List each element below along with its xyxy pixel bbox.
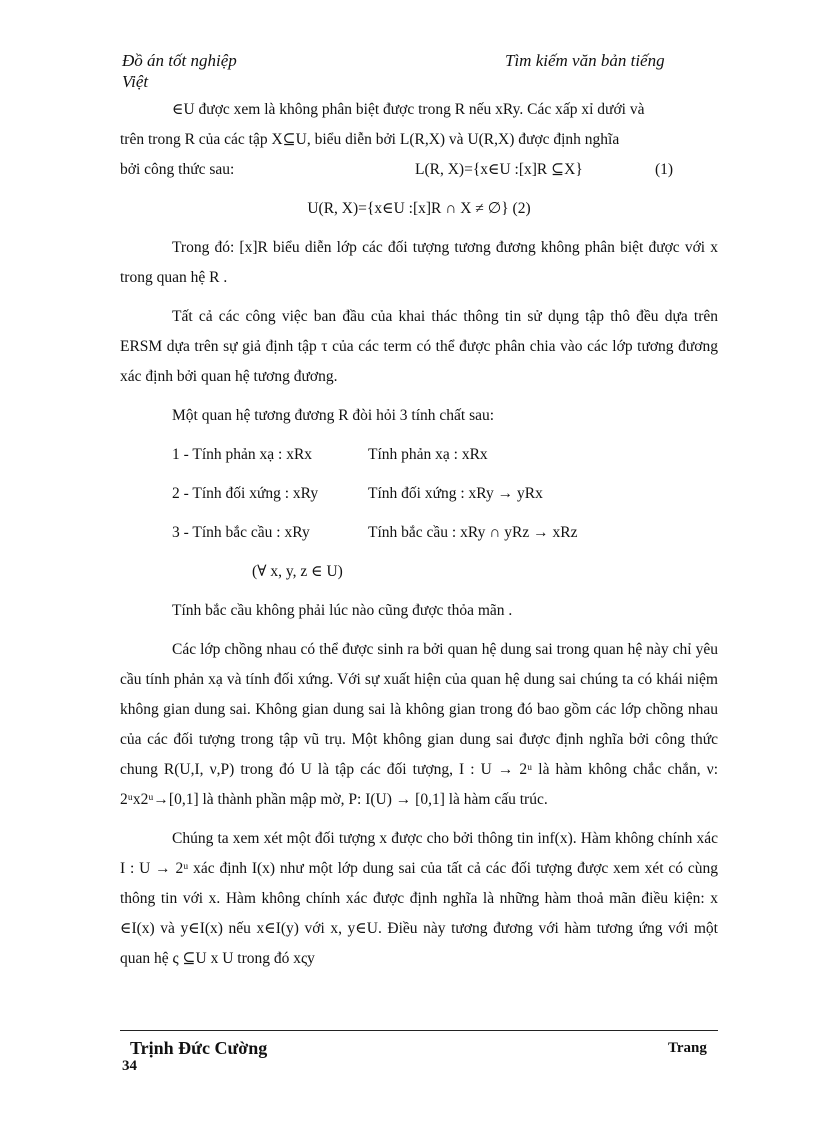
footer-divider [120, 1030, 718, 1031]
paragraph-5: Tính bắc cầu không phải lúc nào cũng được thỏa mãn . [172, 602, 513, 619]
header-right: Tìm kiếm văn bản tiếng [505, 51, 665, 70]
forall-condition: (∀ x, y, z ∈ U) [252, 563, 343, 580]
property-3-right: Tính bắc cầu : xRy ∩ yRz → xRz [368, 524, 578, 541]
formula-1: L(R, X)={x∈U :[x]R ⊆X} [415, 161, 583, 178]
property-2-left: 2 - Tính đối xứng : xRy [172, 485, 319, 502]
paragraph-1-line-2: trên trong R của các tập X⊆U, biểu diễn bởi L(R,X) và U(R,X) được định nghĩa [120, 131, 620, 148]
paragraph-1-line-1: ∈U được xem là không phân biệt được trong R nếu xRy. Các xấp xỉ dưới và [172, 101, 645, 118]
property-1-left: 1 - Tính phản xạ : xRx [172, 446, 313, 463]
paragraph-1-lead: bởi công thức sau: [120, 161, 235, 178]
footer-page-number: 34 [122, 1058, 137, 1074]
property-row-3 [120, 518, 718, 548]
header-left-line2: Việt [122, 72, 149, 91]
paragraph-6: Các lớp chồng nhau có thể được sinh ra bởi quan hệ dung sai trong quan hệ này chỉ yêu cầu tính phản xạ và tính đối xứng. Với sự xuất hiện của quan hệ dung sai chúng ta có khái niệm không gian dung sai. Không gian dung sai là không gian trong đó bao gồm các lớp chồng nhau của các đối tượng trong tập vũ trụ. Một không gian dung sai được định nghĩa bởi công thức chung R(U,I, ν,P) trong đó U là tập các đối tượng, I : U → 2ᵘ là hàm không chắc chắn, ν: 2ᵘx2ᵘ→[0,1] là thành phần mập mờ, P: I(U) → [0,1] là hàm cấu trúc. [120, 641, 718, 808]
property-1-right: Tính phản xạ : xRx [368, 446, 488, 463]
paragraph-4: Một quan hệ tương đương R đòi hỏi 3 tính chất sau: [172, 407, 495, 424]
paragraph-7: Chúng ta xem xét một đối tượng x được cho bởi thông tin inf(x). Hàm không chính xác I : U → 2ᵘ xác định I(x) như một lớp dung sai của tất cả các đối tượng được xem xét có cùng thông tin với x. Hàm không chính xác được định nghĩa là những hàm thoả mãn điều kiện: x ∈I(x) và y∈I(x) nếu x∈I(y) với x, y∈U. Điều này tương đương với hàm tương ứng với một quan hệ ς ⊆U x U trong đó xςy [120, 830, 718, 967]
property-3-left: 3 - Tính bắc cầu : xRy [172, 524, 310, 541]
formula-2: U(R, X)={x∈U :[x]R ∩ X ≠ ∅} (2) [307, 200, 531, 217]
footer-trang-label: Trang [668, 1040, 707, 1056]
paragraph-1-line-3 [120, 155, 718, 185]
paragraph-2: Trong đó: [x]R biểu diễn lớp các đối tượng tương đương không phân biệt được với x trong quan hệ R . [120, 239, 718, 286]
property-row-2 [120, 479, 718, 509]
formula-1-number: (1) [655, 161, 674, 178]
paragraph-3: Tất cả các công việc ban đầu của khai thác thông tin sử dụng tập thô đều dựa trên ERSM dựa trên sự giả định tập τ của các term có thể được phân chia vào các lớp tương đương xác định bởi quan hệ tương đương. [120, 308, 718, 385]
header-left-line1: Đồ án tốt nghiệp [122, 51, 237, 70]
property-row-1 [120, 440, 718, 470]
property-2-right: Tính đối xứng : xRy → yRx [368, 485, 543, 502]
body-text [120, 95, 718, 974]
footer-author: Trịnh Đức Cường [130, 1038, 268, 1058]
